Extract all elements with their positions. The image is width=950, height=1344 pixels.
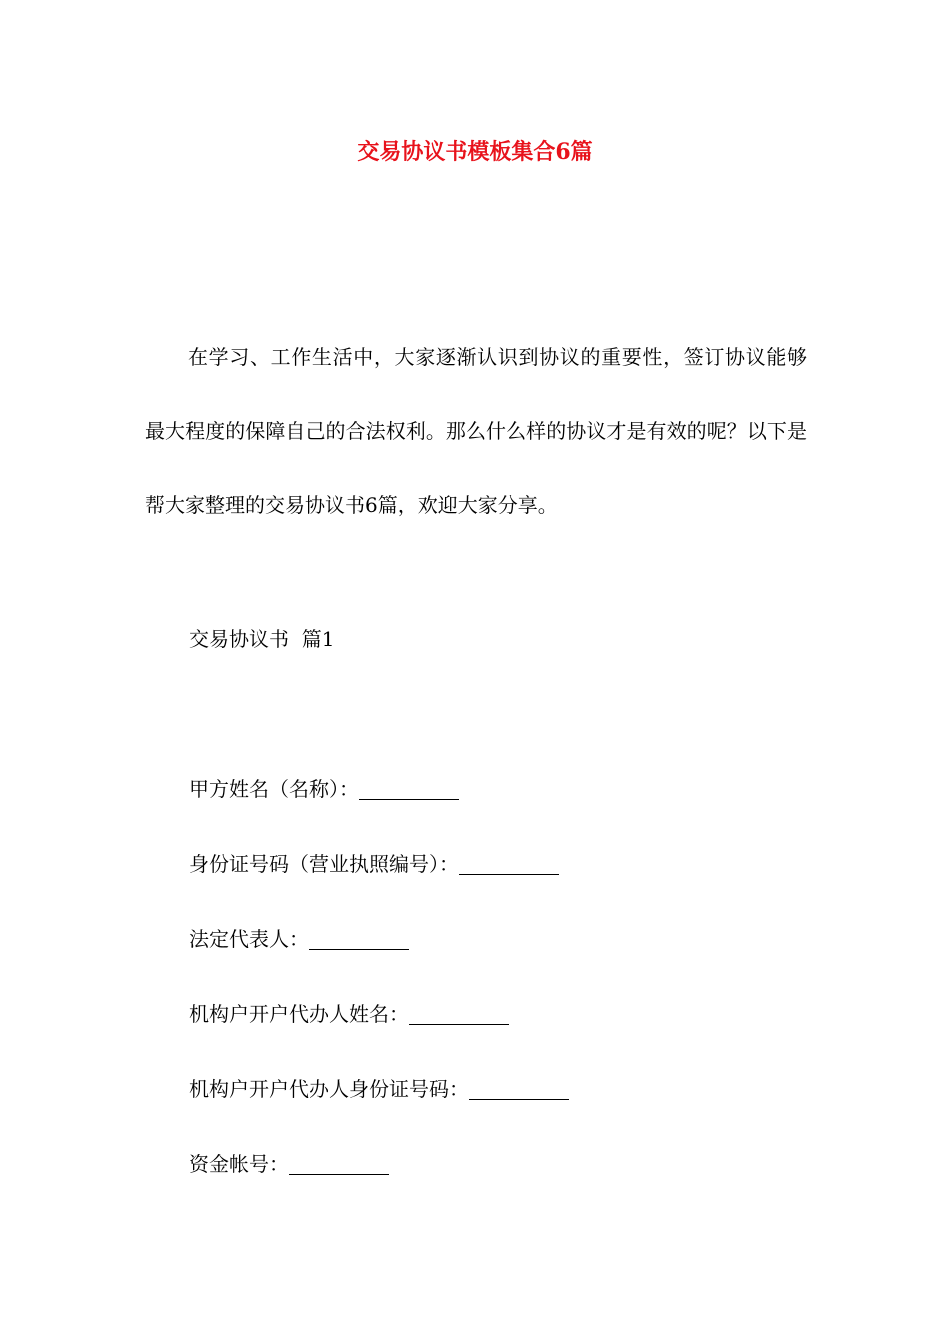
fill-in-blank	[469, 1077, 569, 1100]
fill-in-blank	[309, 927, 409, 950]
field-agent-name	[189, 997, 509, 1031]
field-id-number	[189, 847, 559, 881]
field-label: 资金帐号：	[189, 1152, 289, 1176]
fill-in-blank	[289, 1152, 389, 1175]
field-label: 法定代表人：	[189, 927, 309, 951]
field-legal-representative	[189, 922, 409, 956]
field-fund-account	[189, 1147, 389, 1181]
page-title: 交易协议书模板集合6篇	[357, 139, 593, 165]
field-label: 机构户开户代办人姓名：	[189, 1002, 409, 1026]
field-agent-id-number	[189, 1072, 569, 1106]
field-label: 机构户开户代办人身份证号码：	[189, 1077, 469, 1101]
fill-in-blank	[359, 777, 459, 800]
field-label: 身份证号码（营业执照编号）：	[189, 852, 459, 876]
intro-paragraph: 在学习、工作生活中，大家逐渐认识到协议的重要性，签订协议能够最大程度的保障自己的合法权利。那么什么样的协议才是有效的呢？以下是帮大家整理的交易协议书6篇，欢迎大家分享。	[145, 345, 807, 517]
section-heading: 交易协议书 篇1	[189, 627, 335, 651]
field-label: 甲方姓名（名称）：	[189, 777, 359, 801]
fill-in-blank	[459, 852, 559, 875]
fill-in-blank	[409, 1002, 509, 1025]
field-party-a-name	[189, 772, 459, 806]
